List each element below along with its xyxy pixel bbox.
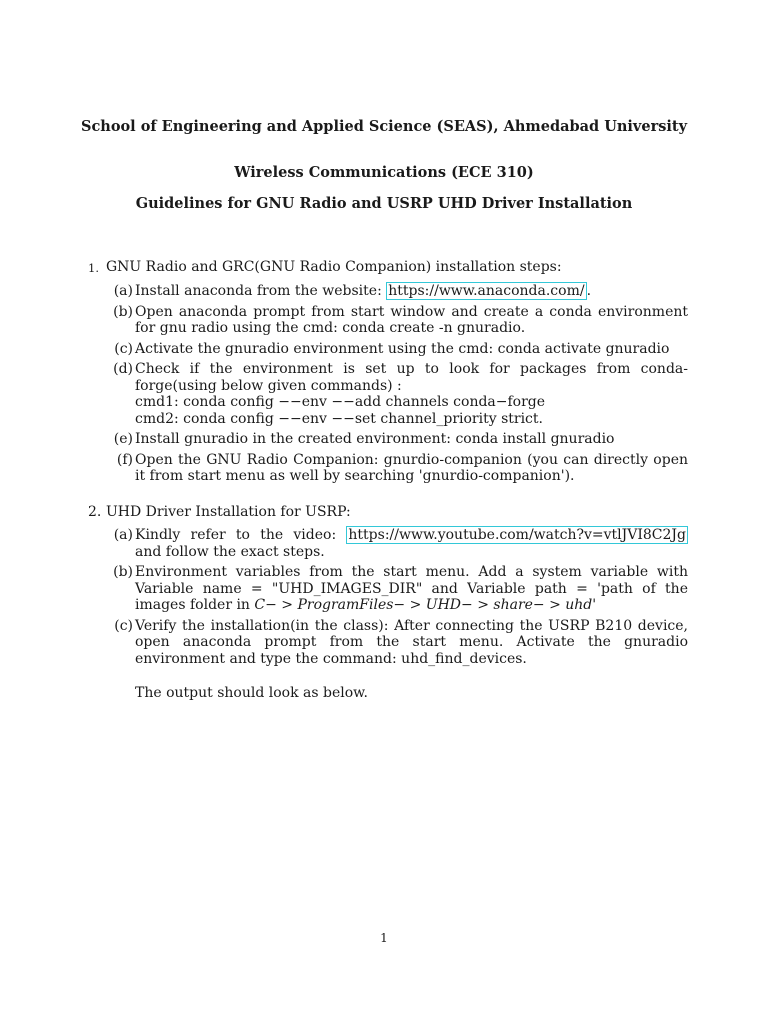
list-item [88,341,688,358]
item-label: (c) [114,617,133,634]
item-text: Environment variables from the start menu. Add a system variable with Variable name = "UHD_IMAGES_DIR" and Variable path = 'path of the images folder in [135,564,688,613]
list-item [88,304,688,337]
output-note: The output should look as below. [135,685,368,701]
list-item [88,361,688,427]
item-suffix: ' [592,597,597,613]
guide-title: Guidelines for GNU Radio and USRP UHD Driver Installation [135,195,633,212]
section-uhd-install [88,503,688,702]
list-item [88,618,688,668]
images-path: C− > ProgramFiles− > UHD− > share− > uhd [254,597,593,613]
list-item [88,431,688,448]
item-text: Activate the gnuradio environment using the cmd: conda activate gnuradio [135,340,670,357]
list-item [88,283,688,300]
section-number: 1. [88,261,99,275]
item-text: Install gnuradio in the created environment: conda install gnuradio [135,431,615,447]
item-text: Open anaconda prompt from start window and create a conda environment for gnu radio using the cmd: conda create -n gnuradio. [135,303,688,336]
list-item [88,527,688,560]
item-label: (e) [113,431,133,447]
item-text: Open the GNU Radio Companion: gnurdio-companion (you can directly open it from start menu as well by searching 'gnurdio-companion'). [135,451,688,484]
section-title: GNU Radio and GRC(GNU Radio Companion) installation steps: [106,259,562,275]
item-label: (f) [116,451,133,468]
section-title: UHD Driver Installation for USRP: [106,504,351,520]
item-suffix: . [586,283,592,299]
item-text: Verify the installation(in the class): After connecting the USRP B210 device, open anaconda prompt from the start menu. Activate the gnuradio environment and type the command: uhd_find_devices. [135,617,688,667]
step-list [88,527,688,667]
list-item [88,452,688,485]
item-label: (c) [114,340,133,357]
list-item [88,564,688,614]
item-text: Check if the environment is set up to look for packages from conda-forge(using below given commands) : [135,361,688,394]
step-list [88,283,688,485]
command-line-1: cmd1: conda config −−env −−add channels conda−forge [135,394,546,410]
item-suffix: and follow the exact steps. [135,543,325,560]
page-number: 1 [380,931,388,945]
youtube-link[interactable]: https://www.youtube.com/watch?v=vtlJVI8C2Jg [348,527,686,543]
course-heading: Wireless Communications (ECE 310) [234,164,534,181]
section-number: 2. [88,504,102,520]
section-gnuradio-install [88,258,688,489]
item-label: (d) [113,361,133,377]
institution-heading: School of Engineering and Applied Science (SEAS), Ahmedabad University [80,118,688,135]
item-text: Install anaconda from the website: [135,283,387,299]
item-label: (a) [113,283,133,299]
item-text: Kindly refer to the video: [135,527,347,543]
item-label: (a) [113,527,133,543]
item-label: (b) [113,564,133,580]
anaconda-link[interactable]: https://www.anaconda.com/ [388,283,585,299]
command-line-2: cmd2: conda config −−env −−set channel_priority strict. [135,410,543,427]
item-label: (b) [113,303,133,320]
